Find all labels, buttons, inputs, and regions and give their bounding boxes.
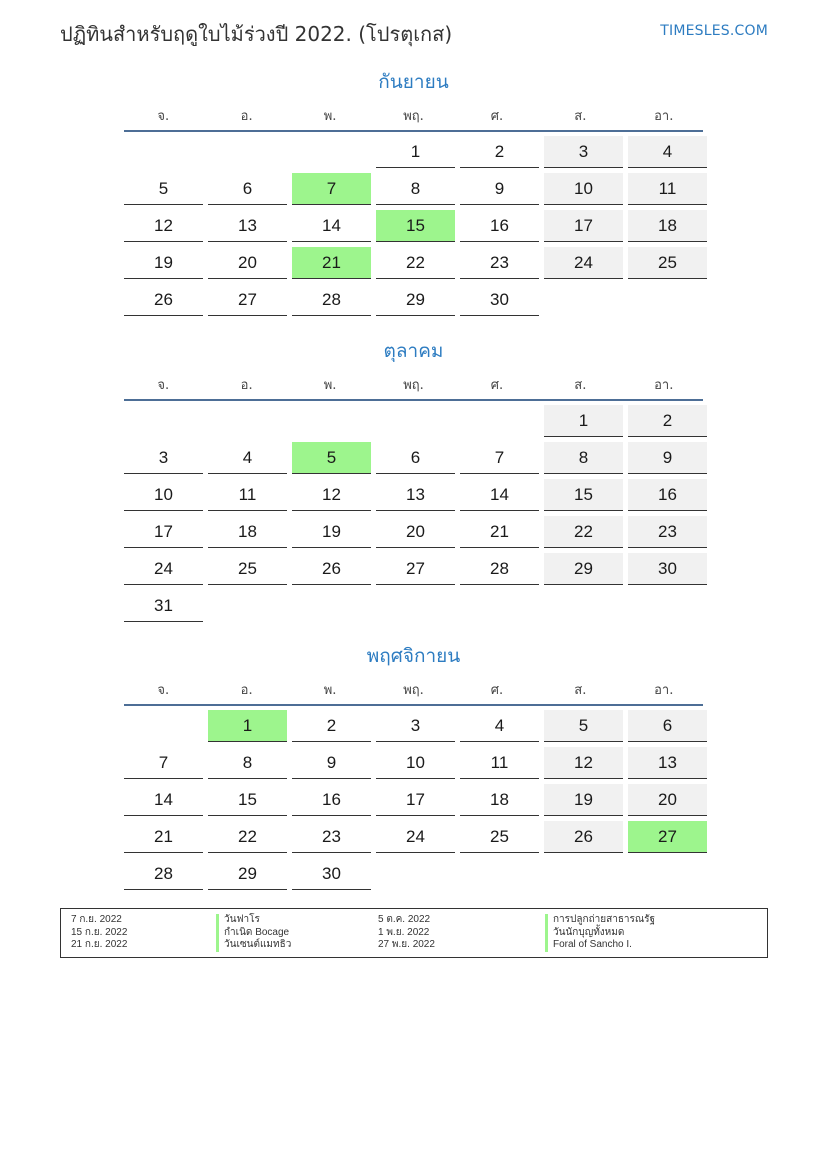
empty-cell	[124, 710, 203, 741]
weekday-label: ศ.	[490, 108, 504, 124]
day-cell: 22	[544, 516, 623, 548]
legend-holiday-name: กำเนิด Bocage	[216, 927, 291, 940]
brand-link[interactable]: TIMESLES.COM	[660, 23, 768, 39]
weekday-label: พฤ.	[403, 108, 424, 124]
day-cell: 19	[544, 784, 623, 816]
day-cell: 8	[376, 173, 455, 205]
day-cell: 8	[208, 747, 287, 779]
day-cell: 14	[124, 784, 203, 816]
day-cell: 19	[292, 516, 371, 548]
month-october	[124, 337, 703, 627]
day-cell: 9	[628, 442, 707, 474]
page-title: ปฏิทินสำหรับฤดูใบไม้ร่วงปี 2022. (โปรตุเกส)	[60, 22, 453, 46]
day-cell: 23	[292, 821, 371, 853]
empty-cell	[292, 405, 371, 436]
day-grid	[124, 405, 703, 627]
weekday-label: อ.	[240, 682, 253, 698]
day-cell: 3	[124, 442, 203, 474]
weekday-label: อ.	[240, 108, 253, 124]
day-cell: 22	[376, 247, 455, 279]
day-cell: 16	[628, 479, 707, 511]
day-cell: 28	[124, 858, 203, 890]
day-cell: 20	[376, 516, 455, 548]
day-cell: 29	[544, 553, 623, 585]
day-cell: 29	[208, 858, 287, 890]
month-november	[124, 642, 703, 895]
legend-date: 15 ก.ย. 2022	[71, 926, 128, 938]
holiday-day-cell: 7	[292, 173, 371, 205]
weekday-label: จ.	[157, 377, 170, 393]
empty-cell	[208, 405, 287, 436]
day-cell: 23	[460, 247, 539, 279]
legend-holiday-name: วันนักบุญทั้งหมด	[545, 927, 655, 940]
day-cell: 21	[124, 821, 203, 853]
day-cell: 28	[460, 553, 539, 585]
day-cell: 24	[376, 821, 455, 853]
weekday-label: ศ.	[490, 377, 504, 393]
day-cell: 24	[544, 247, 623, 279]
empty-cell	[124, 405, 203, 436]
weekday-label: พฤ.	[403, 682, 424, 698]
day-cell: 31	[124, 590, 203, 622]
holiday-day-cell: 21	[292, 247, 371, 279]
day-cell: 17	[124, 516, 203, 548]
legend-date: 1 พ.ย. 2022	[378, 926, 430, 938]
day-cell: 22	[208, 821, 287, 853]
legend-holiday-name: Foral of Sancho I.	[545, 939, 655, 952]
day-cell: 17	[376, 784, 455, 816]
day-cell: 16	[460, 210, 539, 242]
day-cell: 6	[376, 442, 455, 474]
legend-date: 27 พ.ย. 2022	[378, 939, 435, 950]
weekday-label: พ.	[323, 377, 337, 393]
weekday-label: พฤ.	[403, 377, 424, 393]
legend-date: 5 ต.ค. 2022	[378, 914, 431, 925]
holiday-legend	[60, 908, 768, 958]
day-cell: 27	[208, 284, 287, 316]
day-cell: 25	[628, 247, 707, 279]
day-cell: 26	[544, 821, 623, 853]
day-cell: 6	[628, 710, 707, 742]
weekday-label: จ.	[157, 108, 170, 124]
empty-cell	[208, 136, 287, 167]
day-cell: 1	[376, 136, 455, 168]
day-cell: 4	[628, 136, 707, 168]
day-cell: 13	[376, 479, 455, 511]
weekday-label: จ.	[157, 682, 170, 698]
month-title: พฤศจิกายน	[366, 645, 461, 667]
holiday-day-cell: 5	[292, 442, 371, 474]
day-cell: 18	[460, 784, 539, 816]
weekday-label: ส.	[574, 377, 587, 393]
day-cell: 12	[292, 479, 371, 511]
day-cell: 6	[208, 173, 287, 205]
day-cell: 10	[124, 479, 203, 511]
day-cell: 18	[628, 210, 707, 242]
legend-holiday-name: วันเซนต์แมทธิว	[216, 939, 291, 952]
empty-cell	[460, 405, 539, 436]
day-cell: 18	[208, 516, 287, 548]
day-cell: 27	[376, 553, 455, 585]
day-cell: 23	[628, 516, 707, 548]
day-cell: 14	[292, 210, 371, 242]
weekday-header	[124, 674, 703, 706]
month-september	[124, 68, 703, 321]
day-cell: 25	[208, 553, 287, 585]
month-title: กันยายน	[378, 71, 449, 93]
day-cell: 12	[124, 210, 203, 242]
holiday-day-cell: 27	[628, 821, 707, 853]
day-cell: 29	[376, 284, 455, 316]
weekday-label: ส.	[574, 108, 587, 124]
day-cell: 13	[208, 210, 287, 242]
day-cell: 14	[460, 479, 539, 511]
day-cell: 9	[292, 747, 371, 779]
day-cell: 11	[208, 479, 287, 511]
day-cell: 30	[628, 553, 707, 585]
empty-cell	[124, 136, 203, 167]
day-cell: 3	[544, 136, 623, 168]
day-cell: 12	[544, 747, 623, 779]
day-cell: 25	[460, 821, 539, 853]
day-cell: 5	[544, 710, 623, 742]
holiday-day-cell: 15	[376, 210, 455, 242]
legend-date: 21 ก.ย. 2022	[71, 939, 128, 950]
weekday-label: อา.	[654, 377, 674, 393]
day-cell: 20	[628, 784, 707, 816]
empty-cell	[376, 405, 455, 436]
weekday-header	[124, 100, 703, 132]
day-cell: 20	[208, 247, 287, 279]
day-cell: 10	[376, 747, 455, 779]
weekday-label: ศ.	[490, 682, 504, 698]
weekday-header	[124, 369, 703, 401]
weekday-label: พ.	[323, 682, 337, 698]
day-cell: 9	[460, 173, 539, 205]
weekday-label: พ.	[323, 108, 337, 124]
day-cell: 1	[544, 405, 623, 437]
day-cell: 2	[628, 405, 707, 437]
empty-cell	[292, 136, 371, 167]
weekday-label: อา.	[654, 682, 674, 698]
weekday-label: อ.	[240, 377, 253, 393]
day-cell: 17	[544, 210, 623, 242]
day-cell: 11	[460, 747, 539, 779]
day-cell: 30	[292, 858, 371, 890]
legend-holiday-name: วันฟาโร	[216, 914, 291, 927]
day-cell: 8	[544, 442, 623, 474]
day-cell: 26	[124, 284, 203, 316]
weekday-label: ส.	[574, 682, 587, 698]
day-cell: 21	[460, 516, 539, 548]
day-cell: 2	[460, 136, 539, 168]
day-cell: 7	[124, 747, 203, 779]
day-grid	[124, 710, 703, 895]
day-grid	[124, 136, 703, 321]
day-cell: 16	[292, 784, 371, 816]
month-title: ตุลาคม	[383, 340, 444, 362]
day-cell: 13	[628, 747, 707, 779]
day-cell: 26	[292, 553, 371, 585]
legend-holiday-name: การปลูกถ่ายสาธารณรัฐ	[545, 914, 655, 927]
day-cell: 2	[292, 710, 371, 742]
day-cell: 3	[376, 710, 455, 742]
legend-date: 7 ก.ย. 2022	[71, 914, 122, 925]
day-cell: 7	[460, 442, 539, 474]
day-cell: 28	[292, 284, 371, 316]
day-cell: 4	[208, 442, 287, 474]
day-cell: 30	[460, 284, 539, 316]
holiday-day-cell: 1	[208, 710, 287, 742]
day-cell: 19	[124, 247, 203, 279]
weekday-label: อา.	[654, 108, 674, 124]
day-cell: 11	[628, 173, 707, 205]
day-cell: 24	[124, 553, 203, 585]
day-cell: 4	[460, 710, 539, 742]
day-cell: 15	[544, 479, 623, 511]
day-cell: 5	[124, 173, 203, 205]
day-cell: 10	[544, 173, 623, 205]
day-cell: 15	[208, 784, 287, 816]
